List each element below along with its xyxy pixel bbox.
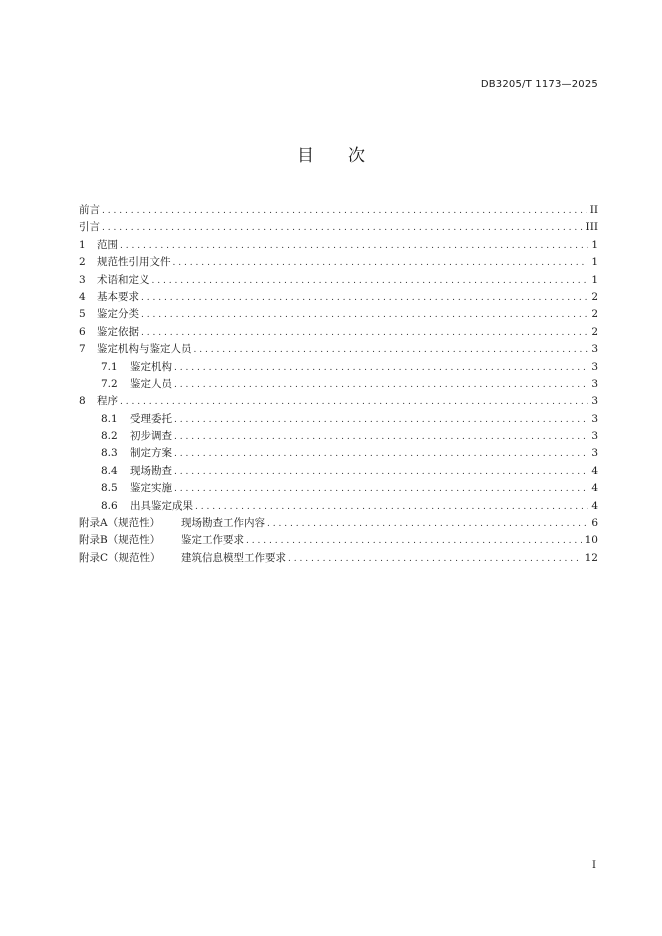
toc-leader-dots — [195, 499, 588, 516]
toc-entry-section-8-4[interactable] — [79, 463, 598, 480]
page-title — [0, 141, 662, 166]
title-char-2: 次 — [348, 146, 365, 166]
toc-entry-label: 鉴定工作要求 — [181, 534, 244, 547]
document-code: DB3205/T 1173—2025 — [480, 79, 598, 90]
toc-entry-foreword[interactable] — [79, 202, 598, 219]
toc-entry-section-7-2[interactable] — [79, 376, 598, 393]
toc-entry-label: 规范性引用文件 — [97, 256, 171, 269]
toc-entry-page: 1 — [591, 273, 598, 286]
toc-entry-page: 4 — [591, 464, 598, 477]
toc-entry-label: 鉴定机构与鉴定人员 — [97, 343, 192, 356]
toc-entry-page: 4 — [591, 499, 598, 512]
toc-entry-appendix-a[interactable] — [79, 515, 598, 532]
toc-leader-dots — [120, 394, 588, 411]
toc-entry-appendix-b[interactable] — [79, 532, 598, 549]
toc-entry-page: 3 — [591, 412, 598, 425]
toc-leader-dots — [141, 325, 588, 342]
toc-leader-dots — [102, 203, 587, 220]
toc-leader-dots — [120, 238, 588, 255]
toc-entry-number: 1 — [79, 238, 86, 251]
toc-entry-label: 术语和定义 — [97, 273, 150, 286]
toc-entry-label: 现场勘查 — [130, 464, 172, 477]
toc-leader-dots — [102, 220, 583, 237]
toc-entry-page: III — [585, 221, 598, 234]
toc-entry-page: 2 — [591, 290, 598, 303]
toc-leader-dots — [246, 533, 582, 550]
toc-appendix-tag: 附录B（规范性） — [79, 534, 161, 547]
toc-entry-section-1[interactable] — [79, 237, 598, 254]
toc-leader-dots — [267, 516, 588, 533]
toc-entry-page: 10 — [584, 534, 598, 547]
toc-entry-section-4[interactable] — [79, 289, 598, 306]
toc-leader-dots — [174, 464, 588, 481]
toc-entry-page: 3 — [591, 395, 598, 408]
toc-entry-number: 8 — [79, 395, 86, 408]
toc-entry-label: 鉴定人员 — [130, 377, 172, 390]
toc-leader-dots — [174, 377, 588, 394]
table-of-contents — [79, 202, 598, 567]
toc-entry-label: 鉴定实施 — [130, 482, 172, 495]
toc-entry-page: 12 — [584, 551, 598, 564]
toc-entry-label: 鉴定机构 — [130, 360, 172, 373]
toc-entry-number: 8.6 — [101, 499, 118, 512]
toc-entry-appendix-c[interactable] — [79, 550, 598, 567]
toc-entry-number: 2 — [79, 256, 86, 269]
toc-entry-label: 受理委托 — [130, 412, 172, 425]
toc-entry-number: 8.2 — [101, 430, 118, 443]
toc-entry-number: 8.1 — [101, 412, 118, 425]
toc-entry-section-3[interactable] — [79, 272, 598, 289]
toc-entry-page: 2 — [591, 325, 598, 338]
toc-entry-page: 3 — [591, 377, 598, 390]
toc-entry-section-8-3[interactable] — [79, 445, 598, 462]
toc-entry-number: 7.2 — [101, 377, 118, 390]
toc-entry-page: II — [589, 204, 598, 216]
toc-entry-page: 1 — [591, 238, 598, 251]
toc-entry-page: 3 — [591, 447, 598, 460]
toc-leader-dots — [174, 412, 588, 429]
toc-entry-number: 3 — [79, 273, 86, 286]
toc-entry-section-7-1[interactable] — [79, 359, 598, 376]
toc-leader-dots — [141, 290, 588, 307]
toc-entry-section-8[interactable] — [79, 393, 598, 410]
toc-leader-dots — [174, 446, 588, 463]
toc-entry-section-2[interactable] — [79, 254, 598, 271]
toc-entry-page: 3 — [591, 360, 598, 373]
toc-leader-dots — [174, 481, 588, 498]
toc-entry-label: 出具鉴定成果 — [130, 499, 193, 512]
toc-appendix-tag: 附录C（规范性） — [79, 551, 161, 564]
toc-entry-number: 5 — [79, 308, 86, 321]
toc-entry-introduction[interactable] — [79, 219, 598, 236]
toc-entry-section-8-5[interactable] — [79, 480, 598, 497]
toc-entry-label: 基本要求 — [97, 290, 139, 303]
toc-entry-page: 3 — [591, 343, 598, 356]
title-char-1: 目 — [297, 146, 314, 166]
toc-entry-label: 范围 — [97, 238, 118, 251]
toc-entry-section-6[interactable] — [79, 324, 598, 341]
page-number: I — [592, 860, 596, 871]
toc-entry-section-8-2[interactable] — [79, 428, 598, 445]
toc-entry-label: 鉴定依据 — [97, 325, 139, 338]
toc-entry-label: 程序 — [97, 395, 118, 408]
toc-entry-number: 7 — [79, 343, 86, 356]
toc-entry-label: 引言 — [79, 221, 100, 234]
toc-entry-label: 前言 — [79, 204, 100, 216]
toc-entry-label: 制定方案 — [130, 447, 172, 460]
toc-leader-dots — [288, 551, 582, 568]
toc-entry-section-8-1[interactable] — [79, 411, 598, 428]
toc-leader-dots — [173, 255, 589, 272]
toc-entry-section-7[interactable] — [79, 341, 598, 358]
toc-leader-dots — [141, 307, 588, 324]
toc-entry-page: 4 — [591, 482, 598, 495]
toc-entry-label: 现场勘查工作内容 — [181, 517, 265, 530]
toc-entry-label: 鉴定分类 — [97, 308, 139, 321]
toc-entry-label: 初步调查 — [130, 430, 172, 443]
toc-entry-number: 8.5 — [101, 482, 118, 495]
toc-entry-number: 8.4 — [101, 464, 118, 477]
toc-entry-label: 建筑信息模型工作要求 — [181, 551, 286, 564]
toc-entry-page: 6 — [591, 517, 598, 530]
toc-entry-section-8-6[interactable] — [79, 498, 598, 515]
toc-appendix-tag: 附录A（规范性） — [79, 517, 161, 530]
toc-leader-dots — [152, 273, 589, 290]
toc-leader-dots — [194, 342, 589, 359]
toc-entry-number: 7.1 — [101, 360, 118, 373]
toc-leader-dots — [174, 360, 588, 377]
toc-entry-number: 8.3 — [101, 447, 118, 460]
toc-entry-number: 4 — [79, 290, 86, 303]
toc-entry-page: 1 — [591, 256, 598, 269]
toc-entry-section-5[interactable] — [79, 306, 598, 323]
toc-entry-page: 2 — [591, 308, 598, 321]
toc-leader-dots — [174, 429, 588, 446]
toc-entry-number: 6 — [79, 325, 86, 338]
toc-entry-page: 3 — [591, 430, 598, 443]
